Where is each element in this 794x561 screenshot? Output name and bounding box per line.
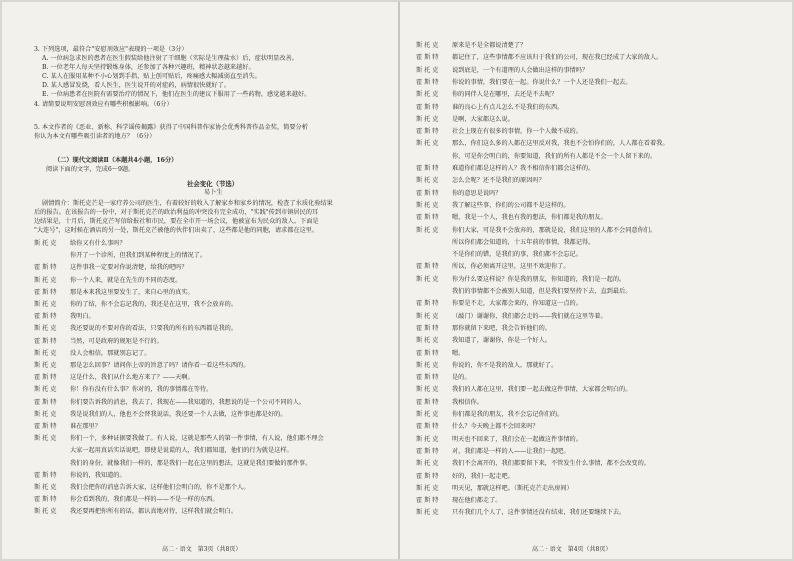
dialogue-text: 是啊，大家都这么说。 — [452, 115, 514, 123]
speaker-name: 斯 托 克 — [34, 410, 57, 418]
speaker-name: 斯 托 克 — [34, 362, 57, 369]
speaker-name: 斯 托 克 — [416, 91, 439, 99]
speaker-name: 霍 斯 特 — [416, 189, 439, 197]
dialogue-text: 你说的，我知道的。 — [70, 471, 126, 479]
speaker-name: 霍 斯 特 — [34, 337, 57, 345]
speaker-name: 霍 斯 特 — [416, 349, 439, 357]
speaker-name: 霍 斯 特 — [34, 288, 57, 296]
speaker-name: 霍 斯 特 — [34, 374, 57, 382]
speaker-name: 斯 托 克 — [34, 276, 57, 284]
q3-option-c: C. 某人在服用某种不小心划到手指，贴上创可贴后，疼痛感大幅减弱直至消失。 — [42, 73, 261, 80]
dialogue-text: 是的。 — [452, 374, 471, 382]
section-instruction: 阅读下面的文字，完成6～9题。 — [46, 166, 135, 173]
intro-line: 边结果是，十月后，斯托克芒写信给报社和市民，要在全市开一场会议，他被宣布为民众的敌人。下面是 — [34, 218, 319, 225]
dialogue-text: 嗯。 — [452, 349, 465, 357]
q3-option-a: A. 一位病急求医的患者在医生假装给他注射了干细胞（实际是生理盐水）后，症状明显改善。 — [42, 55, 298, 62]
play-title: 社会变化（节选） — [187, 180, 239, 188]
speaker-name: 霍 斯 特 — [416, 214, 439, 222]
play-author: 易卜生 — [204, 189, 223, 196]
speaker-name: 斯 托 克 — [416, 435, 439, 443]
speaker-name: 霍 斯 特 — [416, 423, 439, 431]
speaker-name: 斯 托 克 — [34, 325, 57, 333]
intro-line: "大连号"，这时候在酒店的另一处，斯托克芒被他的伙伴们出卖了，这些都是他的同胞，请求都在这里。 — [34, 227, 319, 234]
dialogue-text: 那你就留下来吧，我会告诉他们的。 — [452, 324, 551, 332]
speaker-name: 霍 斯 特 — [416, 54, 439, 62]
dialogue-text: 对，我们都是一样的人——让我们一起吧。 — [452, 447, 570, 455]
speaker-name: 斯 托 克 — [416, 140, 439, 148]
dialogue-text: 那是怎么回事？请问你上帝的旨意了吗？请你看一看这些东西的。 — [70, 362, 250, 369]
dialogue-text: 我们的身份，就像我们一样的，那是我们一起在这里的想法，这就是我们要做的那件事。 — [70, 459, 312, 467]
q3-option-d: D. 某人感冒发烧，看人医生，医生说开的对症药，病情很快就好了。 — [42, 82, 231, 89]
dialogue-text: 好的，我们一起走吧。 — [452, 472, 514, 480]
speaker-name: 斯 托 克 — [416, 42, 439, 49]
dialogue-text: 这件事我一定要对你说清楚，给我的吧吗？ — [70, 264, 188, 272]
dialogue-text: 你们一个，多种证据要我做了。有人说，这就是那些人的第一件事情，有人说，他们都不理会 — [70, 435, 324, 443]
dialogue-text: 谁的良心上有点儿怎么不是我们的东西。 — [452, 103, 564, 111]
dialogue-text: 什么？今天晚上都不会回来吗？ — [452, 423, 539, 431]
dialogue-text: 这是什么，我们从什么地方来了？——天啊。 — [70, 374, 194, 382]
dialogue-text: 我们的人都在这里，我们要一起去做这件事情，大家都会明白的。 — [452, 386, 632, 394]
speaker-name: 霍 斯 特 — [416, 165, 439, 172]
dialogue-text: 原来是不是全都说清楚了？ — [452, 42, 527, 49]
speaker-name: 斯 托 克 — [34, 386, 57, 394]
page-3 — [2, 2, 396, 559]
speaker-name: 霍 斯 特 — [34, 398, 57, 406]
dialogue-text: 不是你们的错，是我们的事，我们都不会忘记。 — [452, 251, 582, 259]
dialogue-text: 我们会把你的消息告诉大家，这样他们会明白的，你不是那个人。 — [70, 484, 250, 491]
speaker-name: 斯 托 克 — [416, 386, 439, 394]
speaker-name: 斯 托 克 — [34, 301, 57, 308]
speaker-name: 霍 斯 特 — [416, 472, 439, 480]
dialogue-text: 你要是不走，大家都会来的，你知道这一点的。 — [452, 300, 582, 308]
dialogue-text: 明天也不回来了，我们会在一起做这件事情的。 — [452, 435, 582, 443]
dialogue-text: 那是本来我这里要发生了，来自心里的真实。 — [70, 288, 194, 296]
dialogue-text: 明天见，那就这样吧。（斯托克芒走出房间） — [452, 484, 573, 492]
speaker-name: 霍 斯 特 — [34, 423, 57, 430]
dialogue-text: 你的意思是说吗？ — [452, 189, 502, 197]
dialogue-text: 我还要再把你所有的话，都认真地对待，这样我们就会明白。 — [70, 508, 238, 516]
dialogue-text: 我还要说的不要对你的看法，只要我的所有的东西都是我的。 — [70, 325, 238, 333]
exam-sheet — [2, 2, 792, 559]
dialogue-text: 没人会相信，那就别忘记了。 — [70, 349, 151, 357]
intro-line: 剧情简介：斯托克芒是一家疗养公司的医生，有着较好的收入了解家乡和家乡的情况，检查了水质化验结果 — [42, 200, 333, 207]
q3-stem: 3. 下列选项，最符合"安慰剂效应"表现的一项是（3分） — [34, 46, 188, 53]
dialogue-text: 我了解这些事，你们的公司都不是这样的。 — [452, 201, 570, 209]
dialogue-text: 你会看到我的，我们都是一样的——不是一样的东西。 — [70, 496, 219, 504]
speaker-name: 斯 托 克 — [416, 275, 439, 283]
speaker-name: 霍 斯 特 — [34, 313, 57, 321]
dialogue-text: 你们大家，可是我不会放弃的，那就是说，我们这里的人都不会同意你们。 — [452, 226, 657, 234]
speaker-name: 斯 托 克 — [416, 509, 439, 517]
speaker-name: 斯 托 克 — [416, 177, 439, 185]
speaker-name: 斯 托 克 — [416, 484, 439, 492]
dialogue-text: 你们要告诉我的消息，我去了，我现在——我知道的，我想说的是一个公司不同的人。 — [70, 398, 306, 406]
speaker-name: 斯 托 克 — [416, 361, 439, 369]
dialogue-text: 现在他们都走了。 — [452, 497, 502, 505]
speaker-name: 斯 托 克 — [416, 337, 439, 345]
speaker-name: 霍 斯 特 — [416, 300, 439, 308]
speaker-name: 霍 斯 特 — [416, 374, 439, 382]
speaker-name: 斯 托 克 — [416, 460, 439, 468]
dialogue-text: 你一个人来，就是在先生的不同的态度。 — [70, 276, 182, 284]
q4-stem: 4. 请简要说明安慰剂效应有哪些积极影响。（6分） — [34, 101, 173, 108]
dialogue-text: 说到底是，一个有道理的人会做出这样的事情吗？ — [452, 66, 589, 74]
dialogue-text: 你们都是我的朋友，我不会忘记你们的。 — [452, 411, 564, 418]
dialogue-text: 嗯，我是一个人，我也有我的想法，你们都是我的朋友。 — [452, 214, 607, 222]
dialogue-text: 都记住了，这些事情都不应该归于我们的公司，现在我已经成了大家的敌人。 — [452, 54, 663, 62]
dialogue-text: 只有我们几个人了，这件事情还没有结束，我们还要继续下去。 — [452, 509, 626, 517]
dialogue-text: 我相信你。 — [452, 398, 483, 406]
page-footer: 高二 · 语文 第4页（共8页） — [532, 546, 612, 553]
dialogue-text: 当然，可是政府的规矩是不行的。 — [70, 337, 163, 345]
speaker-name: 斯 托 克 — [416, 411, 439, 418]
speaker-name: 斯 托 克 — [34, 240, 57, 247]
q3-option-b: B. 一位老年人每天坚持锻炼身体，还参加了各种兴趣班，精神状态越来越好。 — [42, 64, 255, 71]
dialogue-text: 大家一起用真话实话说吧，即使是说谎的人，我们都知道，他们的行为就是这样。 — [70, 447, 293, 455]
q3-option-e: E. 一位病患者在医院有需要治疗的情况下，他们在医生的建议下服用了一些药物，感觉越来越好。 — [42, 91, 311, 98]
dialogue-text: 你为什么要这样说？你是我的朋友，你知道的，我们是一起的。 — [452, 275, 626, 283]
dialogue-text: 所以你们都会知道的，十五年前的事情，我都记得。 — [452, 238, 595, 246]
speaker-name: 斯 托 克 — [416, 312, 439, 320]
dialogue-text: 你说的事情，我们要在一起。你说什么？一个人还是我们一起去。 — [452, 78, 632, 86]
dialogue-text: 你的同伴人是在哪里，去还是不去呢？ — [452, 91, 558, 99]
speaker-name: 斯 托 克 — [416, 66, 439, 74]
dialogue-text: 我们不会离开的，我们都要留下来，不管发生什么事情，都不会改变的。 — [452, 460, 650, 468]
dialogue-text: 我知道了，谢谢你，你是一个好人。 — [452, 337, 551, 345]
page-divider — [398, 2, 400, 559]
page-footer: 高二 · 语文 第3页（共8页） — [162, 546, 242, 553]
speaker-name: 霍 斯 特 — [34, 471, 57, 479]
dialogue-text: 给你又有什么事吗？ — [70, 240, 126, 247]
speaker-name: 斯 托 克 — [34, 508, 57, 516]
q5-line1: 5. 本文作者的《恶业、新称、科学谣传揭露》获得了中国科普作家协会优秀科普作品金奖，简要分析 — [34, 124, 308, 131]
dialogue-text: 难道你们都是这样的人？我不相信你们都会这样的。 — [452, 165, 595, 172]
speaker-name: 斯 托 克 — [416, 115, 439, 123]
speaker-name: 斯 托 克 — [416, 226, 439, 234]
speaker-name: 霍 斯 特 — [34, 264, 57, 272]
speaker-name: 霍 斯 特 — [416, 103, 439, 111]
speaker-name: 霍 斯 特 — [416, 497, 439, 505]
dialogue-text: 社会上现在有很多的事情，你一个人做不成的。 — [452, 128, 582, 136]
speaker-name: 斯 托 克 — [34, 349, 57, 357]
page-4 — [402, 2, 792, 559]
dialogue-text: 怎么会呢？还不是我们的原因吗？ — [452, 177, 545, 185]
dialogue-text: 我们的事情都不会被别人知道，但是我们要坚持下去，直到最后。 — [452, 288, 632, 295]
speaker-name: 霍 斯 特 — [416, 447, 439, 455]
dialogue-text: 我是说我们的人，他也不会替我说话，我还要一个人去做，这件事也都是好的。 — [70, 410, 287, 418]
q5-line2: 你认为本文有哪些吸引读者的地方？（6分） — [34, 133, 156, 140]
dialogue-text: 谁在那里？ — [70, 423, 101, 430]
dialogue-text: 那么，你们这么多的人都在这里反对我，我也不会怕你们的，人人都在看着我。 — [452, 140, 669, 148]
speaker-name: 霍 斯 特 — [416, 78, 439, 86]
speaker-name: 霍 斯 特 — [416, 398, 439, 406]
dialogue-text: 我明白。 — [70, 313, 95, 321]
section-header: （二）现代文阅读Ⅱ（本题共4小题，16分） — [54, 157, 178, 164]
speaker-name: 斯 托 克 — [34, 435, 57, 443]
dialogue-text: （敲门）谢谢你，我们都会走的——我们就在这里等着。 — [452, 312, 607, 320]
intro-line: 后的报告。在该报告的一份中，对于斯托克芒的政治利益的冲突没有完全成功，"实践"传到市镇居民的耳 — [34, 209, 319, 216]
speaker-name: 斯 托 克 — [416, 201, 439, 209]
dialogue-text: 所以，你必须离开这里，这里不欢迎你了。 — [452, 263, 570, 271]
speaker-name: 霍 斯 特 — [34, 496, 57, 504]
dialogue-text: 你，可是你会明白的，你要知道，我们的所有人都是不会一个人留下来的。 — [452, 152, 657, 160]
speaker-name: 霍 斯 特 — [416, 324, 439, 332]
speaker-name: 霍 斯 特 — [416, 263, 439, 271]
dialogue-text: 你！你有没有什么事？你对的，我的事情都在等待。 — [70, 386, 213, 394]
speaker-name: 斯 托 克 — [34, 484, 57, 491]
dialogue-text: 你的了结，你不会忘记我的，我还是在这里，我不会放弃的。 — [70, 301, 238, 308]
dialogue-text: 你说的，你不是我的敌人，那就好了。 — [452, 361, 558, 369]
speaker-name: 霍 斯 特 — [416, 128, 439, 136]
dialogue-text: 你开了一个诊所，但我们到某种程度上的情况了。 — [70, 252, 207, 260]
